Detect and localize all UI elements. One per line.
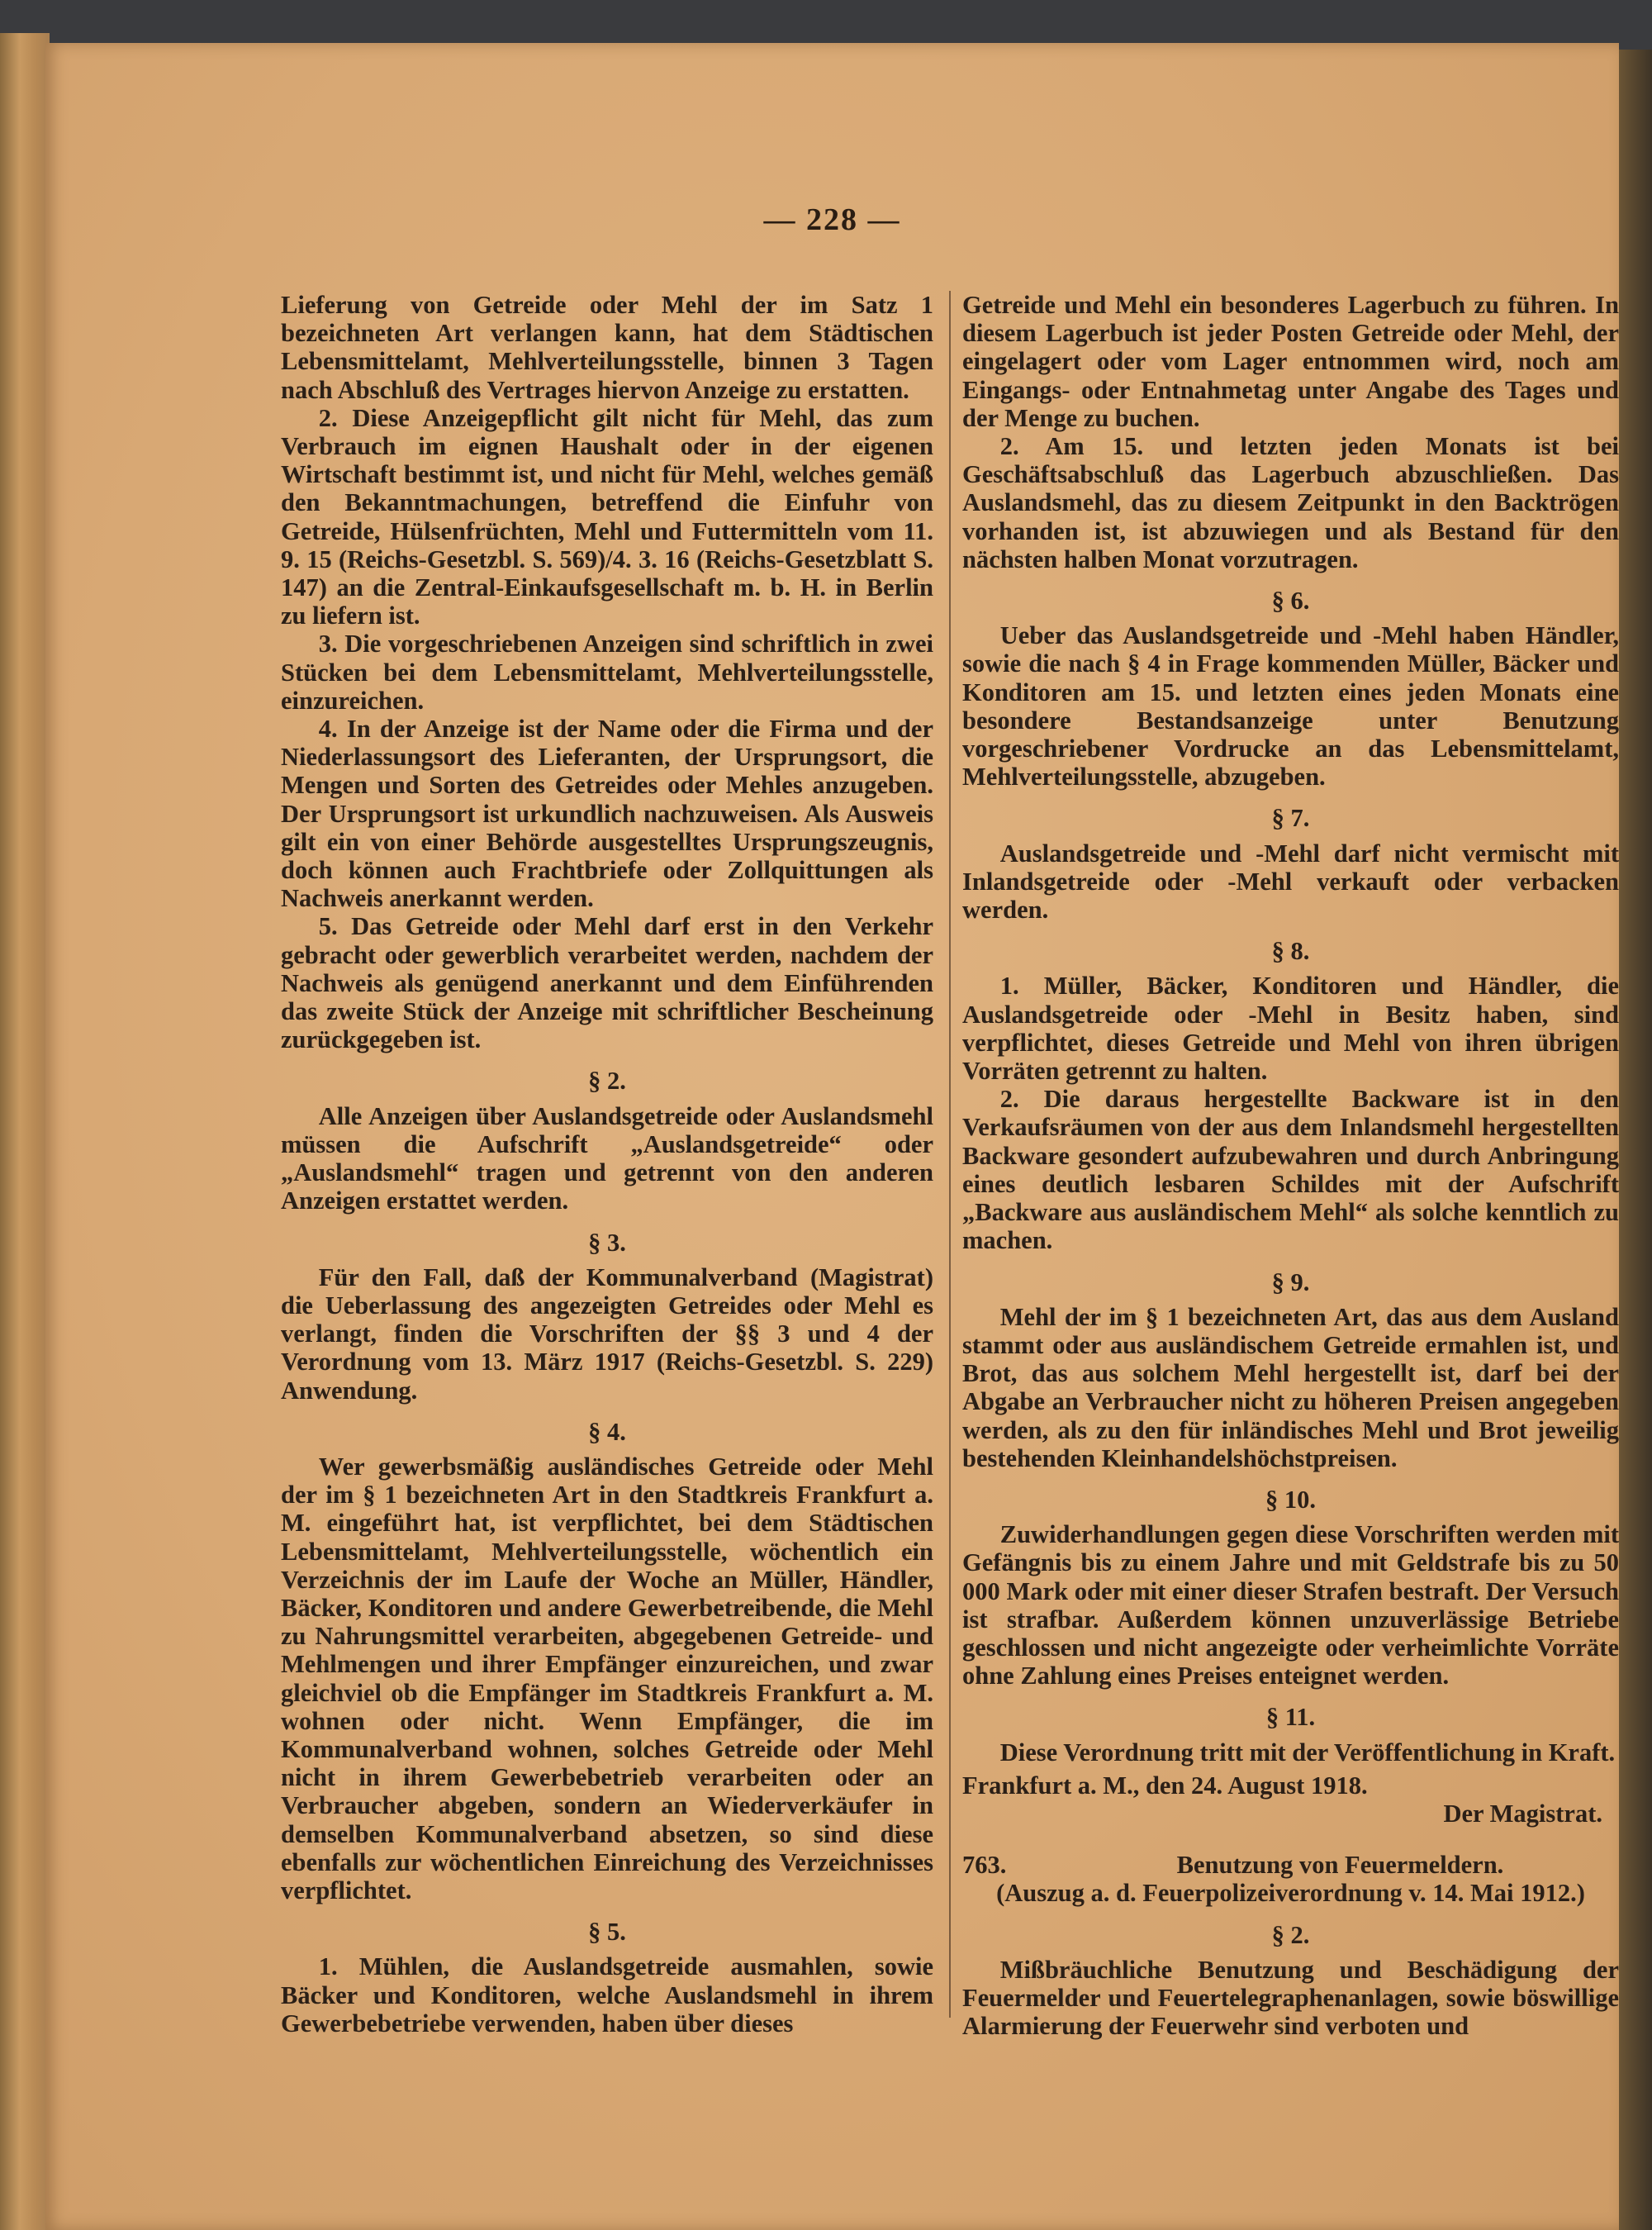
binding-edge	[1619, 50, 1652, 2230]
paragraph: Wer gewerbsmäßig ausländisches Getreide oder Mehl der im § 1 bezeichneten Art in den Stadtkreis Frankfurt a. M. eingeführt hat, ist verpflichtet, bei dem Städtischen Lebensmittelamt, Mehlverteilungsstelle, wöchentlich ein Verzeichnis der im Laufe der Woche an Müller, Händler, Bäcker, Konditoren und andere Gewerbetreibende, die Mehl zu Nahrungsmittel verarbeiten, abgegebenen Getreide- und Mehlmengen und ihrer Empfänger einzureichen, und zwar gleichviel ob die Empfänger im Stadtkreis Frankfurt a. M. wohnen oder nicht. Wenn Empfänger, die im Kommunalverband wohnen, solches Getreide oder Mehl nicht in ihrem Gewerbebetrieb verarbeiten oder an Verbraucher abgeben, sondern an Wiederverkäufer in demselben Kommunalverband absetzen, so sind diese ebenfalls zur wöchentlichen Einreichung des Verzeichnisses verpflichtet.	[281, 1452, 933, 1904]
paragraph: 5. Das Getreide oder Mehl darf erst in den Verkehr gebracht oder gewerblich verarbeitet werden, nachdem der Nachweis als genügend anerkannt und dem Einführenden das zweite Stück der Anzeige mit schriftlicher Bescheinung zurückgegeben ist.	[281, 912, 933, 1054]
section-mark: § 2.	[588, 1067, 626, 1096]
section-mark: § 6.	[1271, 587, 1310, 616]
section-mark: § 11.	[1265, 1703, 1316, 1732]
section-mark: § 5.	[588, 1918, 626, 1947]
section-mark: § 8.	[1271, 937, 1310, 966]
section-heading	[962, 1851, 1619, 1879]
paragraph: 2. Diese Anzeigepflicht gilt nicht für Mehl, das zum Verbrauch im eignen Haushalt oder in der eigenen Wirtschaft bestimmt ist, und nicht für Mehl, welches gemäß den Bekanntmachungen, betreffend die Einfuhr von Getreide, Hülsenfrüchten, Mehl und Futtermitteln vom 11. 9. 15 (Reichs-Gesetzbl. S. 569)/4. 3. 16 (Reichs-Gesetzblatt S. 147) an die Zentral-Einkaufsgesellschaft m. b. H. in Berlin zu liefern ist.	[281, 403, 933, 630]
section-mark: § 9.	[1271, 1267, 1310, 1296]
paragraph: 2. Die daraus hergestellte Backware ist in den Verkaufsräumen von der aus dem Inlandsmehl hergestellten Backware gesondert aufzubewahren und durch Anbringung eines deutlich lesbaren Schildes mit der Aufschrift „Backware aus ausländischem Mehl“ als solche kenntlich zu machen.	[962, 1085, 1619, 1255]
paragraph: Für den Fall, daß der Kommunalverband (Magistrat) die Ueberlassung des angezeigten Getreides oder Mehl es verlangt, finden die Vorschriften der §§ 3 und 4 der Verordnung vom 13. März 1917 (Reichs-Gesetzbl. S. 229) Anwendung.	[281, 1262, 933, 1405]
subheading: (Auszug a. d. Feuerpolizeiverordnung v. 14. Mai 1912.)	[996, 1879, 1585, 1908]
paragraph: 2. Am 15. und letzten jeden Monats ist bei Geschäftsabschluß das Lagerbuch abzuschließen. Das Auslandsmehl, das zu diesem Zeitpunkt in den Backtrögen vorhanden ist, ist abzuwiegen und als Bestand für den nächsten halben Monat vorzutragen.	[962, 432, 1619, 573]
paragraph: 3. Die vorgeschriebenen Anzeigen sind schriftlich in zwei Stücken bei dem Lebensmittelamt, Mehlverteilungsstelle, einzureichen.	[281, 630, 933, 715]
paragraph: Ueber das Auslandsgetreide und -Mehl haben Händler, sowie die nach § 4 in Frage kommenden Müller, Bäcker und Konditoren am 15. und letzten eines jeden Monats eine besondere Bestandsanzeige unter Benutzung vorgeschriebener Vordrucke an das Lebensmittelamt, Mehlverteilungsstelle, abzugeben.	[962, 621, 1619, 792]
section-mark: § 4.	[588, 1417, 626, 1446]
heading-number: 763.	[962, 1851, 1007, 1880]
paragraph: Mehl der im § 1 bezeichneten Art, das aus dem Ausland stammt oder aus ausländischem Getreide ermahlen ist, und Brot, das aus solchem Mehl hergestellt ist, darf bei der Abgabe an Verbraucher nicht zu höheren Preisen angegeben werden, als zu den für inländisches Mehl und Brot jeweilig bestehenden Kleinhandelshöchstpreisen.	[962, 1302, 1619, 1472]
column-divider	[949, 291, 951, 2018]
paragraph: Mißbräuchliche Benutzung und Beschädigung der Feuermelder und Feuertelegraphenanlagen, sowie böswillige Alarmierung der Feuerwehr sind verboten und	[962, 1955, 1619, 2041]
heading-title: Benutzung von Feuermeldern.	[1176, 1851, 1504, 1880]
section-mark: § 2.	[1271, 1920, 1310, 1949]
section-mark: § 7.	[1271, 804, 1310, 833]
section-mark: § 10.	[1265, 1485, 1316, 1514]
paragraph: Auslandsgetreide und -Mehl darf nicht vermischt mit Inlandsgetreide oder -Mehl verkauft oder verbacken werden.	[962, 839, 1619, 925]
page-number: — 228 —	[763, 202, 901, 237]
date-line: Frankfurt a. M., den 24. August 1918.	[962, 1771, 1368, 1800]
right-column	[962, 291, 1619, 2040]
book-page-edges	[0, 33, 50, 2230]
section-mark: § 3.	[588, 1228, 626, 1257]
left-column	[281, 291, 933, 2037]
paragraph: 4. In der Anzeige ist der Name oder die Firma und der Niederlassungsort des Lieferanten, der Ursprungsort, die Mengen und Sorten des Getreides oder Mehles anzugeben. Der Ursprungsort ist urkundlich nachzuweisen. Als Ausweis gilt ein von einer Behörde ausgestelltes Ursprungszeugnis, doch können auch Frachtbriefe oder Zollquittungen als Nachweis anerkannt werden.	[281, 715, 933, 913]
paragraph: Zuwiderhandlungen gegen diese Vorschriften werden mit Gefängnis bis zu einem Jahre und mit Geldstrafe bis zu 50 000 Mark oder mit einer dieser Strafen bestraft. Der Versuch ist strafbar. Außerdem können unzuverlässige Betriebe geschlossen und nicht angezeigte oder verheimlichte Vorräte ohne Zahlung eines Preises enteignet werden.	[962, 1520, 1619, 1690]
paragraph: 1. Mühlen, die Auslandsgetreide ausmahlen, sowie Bäcker und Konditoren, welche Auslandsmehl in ihrem Gewerbebetriebe verwenden, haben über dieses	[281, 1952, 933, 2037]
signature: Der Magistrat.	[1443, 1799, 1602, 1828]
document-page	[45, 43, 1619, 2230]
paragraph: Diese Verordnung tritt mit der Veröffentlichung in Kraft.	[999, 1738, 1616, 1766]
paragraph: Lieferung von Getreide oder Mehl der im Satz 1 bezeichneten Art verlangen kann, hat dem Städtischen Lebensmittelamt, Mehlverteilungsstelle, binnen 3 Tagen nach Abschluß des Vertrages hiervon Anzeige zu erstatten.	[281, 291, 933, 404]
paragraph: Alle Anzeigen über Auslandsgetreide oder Auslandsmehl müssen die Aufschrift „Auslandsgetreide“ oder „Auslandsmehl“ tragen und getrennt von den anderen Anzeigen erstattet werden.	[281, 1101, 933, 1215]
paragraph: Getreide und Mehl ein besonderes Lagerbuch zu führen. In diesem Lagerbuch ist jeder Posten Getreide oder Mehl, der eingelagert oder vom Lager entnommen wird, noch am Eingangs- oder Entnahmetag unter Angabe des Tages und der Menge zu buchen.	[962, 291, 1619, 432]
paragraph: 1. Müller, Bäcker, Konditoren und Händler, die Auslandsgetreide oder -Mehl in Besitz haben, sind verpflichtet, dieses Getreide und Mehl von ihren übrigen Vorräten getrennt zu halten.	[962, 972, 1619, 1086]
